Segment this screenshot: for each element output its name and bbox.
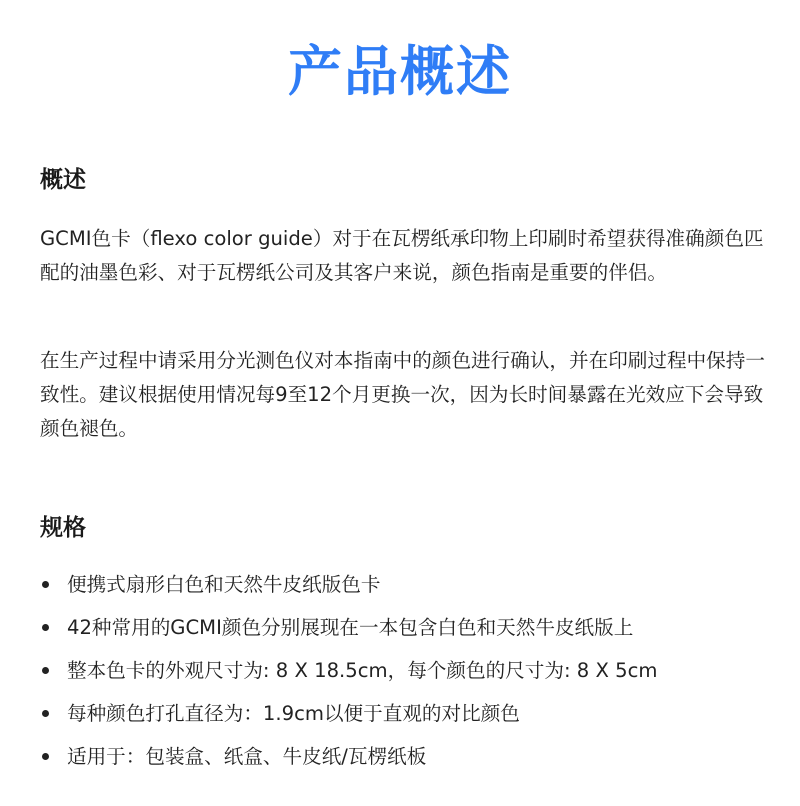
bullet-icon: [42, 753, 49, 760]
specs-heading: 规格: [40, 515, 86, 541]
spec-item-text: 每种颜色打孔直径为：1.9cm以便于直观的对比颜色: [67, 702, 520, 725]
spec-item-text: 整本色卡的外观尺寸为: 8 X 18.5cm，每个颜色的尺寸为: 8 X 5cm: [67, 659, 658, 682]
bullet-icon: [42, 624, 49, 631]
spec-item-text: 适用于：包装盒、纸盒、牛皮纸/瓦楞纸板: [67, 745, 427, 768]
overview-paragraph: 在生产过程中请采用分光测色仪对本指南中的颜色进行确认，并在印刷过程中保持一致性。建议根据使用情况每9至12个月更换一次，因为长时间暴露在光效应下会导致颜色褪色。: [40, 349, 765, 440]
page-title: 产品概述: [288, 40, 512, 103]
spec-item: [40, 606, 765, 649]
spec-item-text: 便携式扇形白色和天然牛皮纸版色卡: [67, 573, 381, 596]
spec-item-text: 42种常用的GCMI颜色分别展现在一本包含白色和天然牛皮纸版上: [67, 616, 634, 639]
spec-item: [40, 735, 765, 778]
bullet-icon: [42, 710, 49, 717]
spec-item: [40, 692, 765, 735]
specs-list: [40, 563, 765, 778]
bullet-icon: [42, 667, 49, 674]
overview-paragraph: GCMI色卡（flexo color guide）对于在瓦楞纸承印物上印刷时希望获得准确颜色匹配的油墨色彩、对于瓦楞纸公司及其客户来说，颜色指南是重要的伴侣。: [40, 227, 764, 284]
bullet-icon: [42, 581, 49, 588]
spec-item: [40, 649, 765, 692]
spec-item: [40, 563, 765, 606]
overview-heading: 概述: [40, 167, 86, 193]
